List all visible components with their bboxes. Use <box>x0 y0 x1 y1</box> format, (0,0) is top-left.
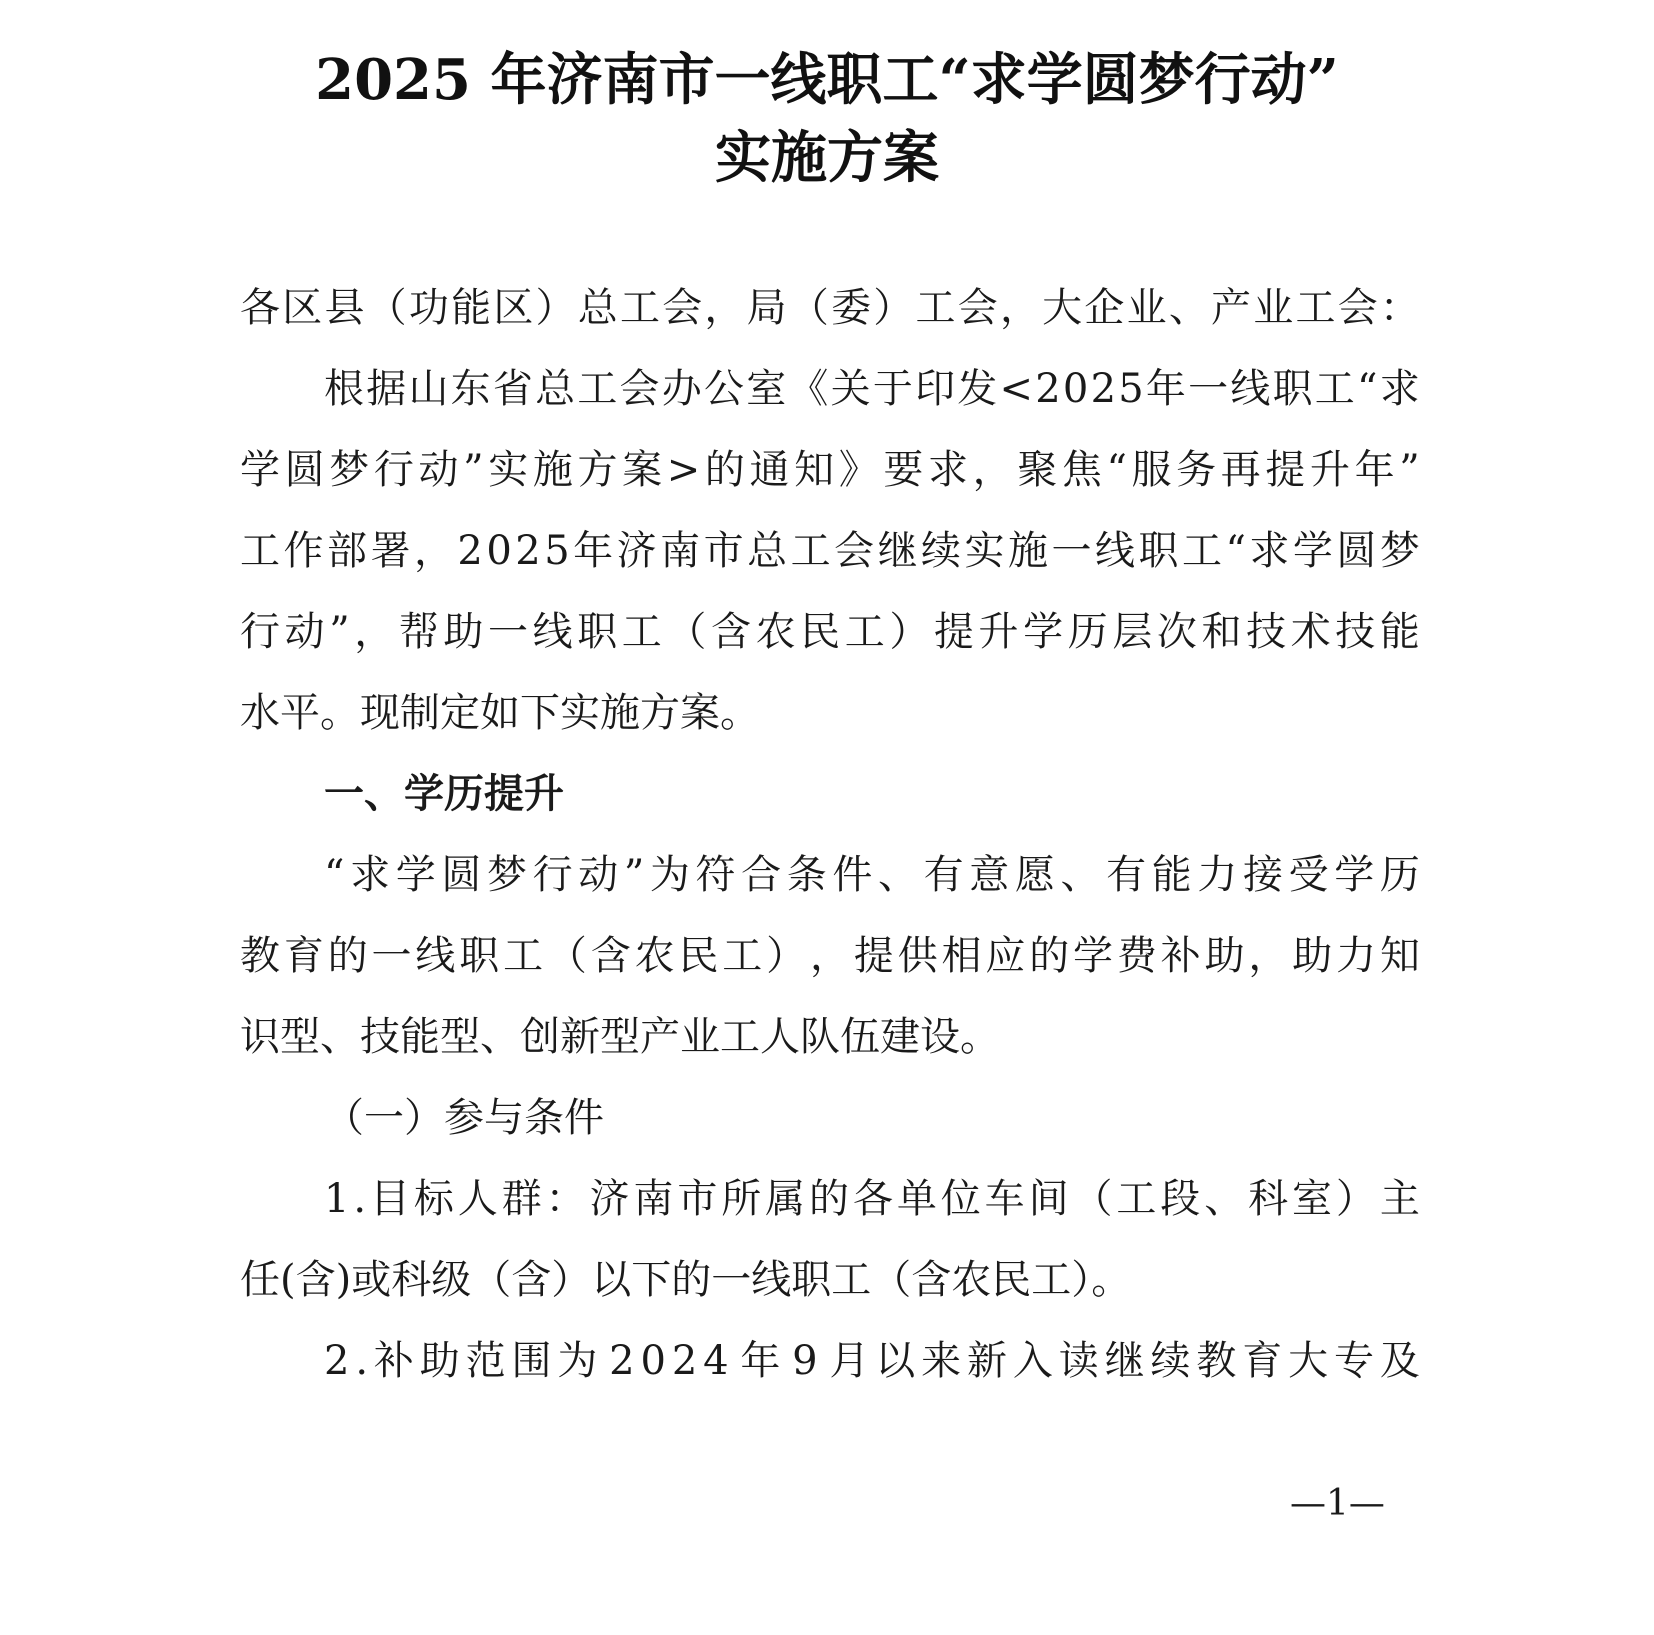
page-number: —1— <box>1290 1483 1385 1524</box>
section-heading: 一、学历提升 <box>324 771 564 817</box>
paragraph-line: 2 . 补 助 范 围 为 2 0 2 4 年 9 月 以 来 新 入 读 继 续 教 育 大 专 及 <box>324 1338 1420 1384</box>
paragraph-line: 教 育 的 一 线 职 工 （ 含 农 民 工 ） ， 提 供 相 应 的 学 费 补 助 ， 助 力 知 <box>240 933 1420 979</box>
paragraph-line: 任(含)或科级（含）以下的一线职工（含农民工）。 <box>240 1257 1132 1303</box>
document-title-line-1: 2025 年济南市一线职工“求学圆梦行动” <box>315 47 1339 113</box>
document-title-line-2: 实施方案 <box>715 125 939 191</box>
paragraph-line: 水平。现制定如下实施方案。 <box>240 690 760 736</box>
paragraph-line: “ 求 学 圆 梦 行 动 ” 为 符 合 条 件 、 有 意 愿 、 有 能 力 接 受 学 历 <box>324 852 1420 898</box>
paragraph-line: 学 圆 梦 行 动 ” 实 施 方 案 > 的 通 知 》 要 求 ， 聚 焦 “ 服 务 再 提 升 年 ” <box>240 447 1420 493</box>
subsection-heading: （一）参与条件 <box>324 1095 604 1141</box>
paragraph-line: 根 据 山 东 省 总 工 会 办 公 室 《 关 于 印 发 < 2 0 2 5 年 一 线 职 工 “ 求 <box>324 366 1420 412</box>
paragraph-line: 行 动 ” ， 帮 助 一 线 职 工 （ 含 农 民 工 ） 提 升 学 历 层 次 和 技 术 技 能 <box>240 609 1420 655</box>
salutation-line: 各 区 县 （ 功 能 区 ） 总 工 会 ， 局 （ 委 ） 工 会 ， 大 企 业 、 产 业 工 会 ： <box>240 285 1420 331</box>
paragraph-line: 1 . 目 标 人 群 ： 济 南 市 所 属 的 各 单 位 车 间 （ 工 段 、 科 室 ） 主 <box>324 1176 1420 1222</box>
paragraph-line: 识型、技能型、创新型产业工人队伍建设。 <box>240 1014 1000 1060</box>
paragraph-line: 工 作 部 署 ， 2 0 2 5 年 济 南 市 总 工 会 继 续 实 施 一 线 职 工 “ 求 学 圆 梦 <box>240 528 1420 574</box>
